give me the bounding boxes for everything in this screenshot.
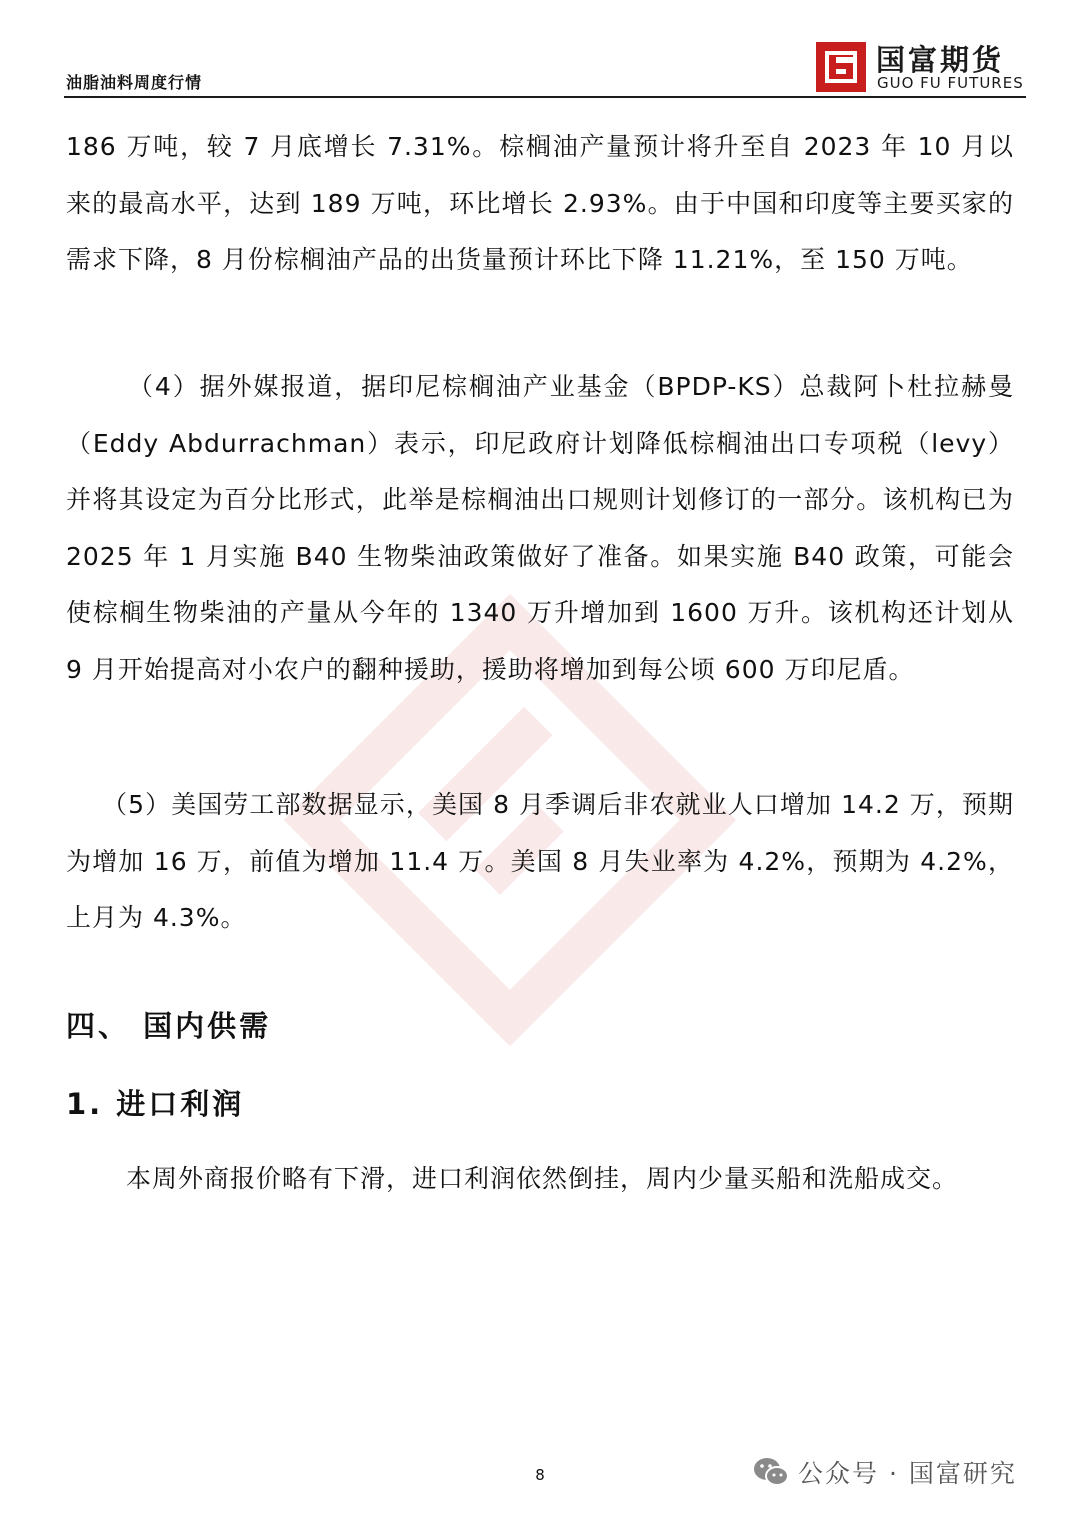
logo-english-name: GUO FU FUTURES: [877, 74, 1024, 92]
logo-chinese-name: 国富期货: [876, 43, 1005, 77]
paragraph-us-nonfarm: （5）美国劳工部数据显示，美国 8 月季调后非农就业人口增加 14.2 万，预期为增加 16 万，前值为增加 11.4 万。美国 8 月失业率为 4.2%，预期为 4.2%，上月为 4.3%。: [66, 790, 1014, 932]
report-title: 油脂油料周度行情: [66, 73, 203, 92]
paragraph-palm-oil-output: 186 万吨，较 7 月底增长 7.31%。棕榈油产量预计将升至自 2023 年 10 月以来的最高水平，达到 189 万吨，环比增长 2.93%。由于中国和印度等主要买家的需求下降，8 月份棕榈油产品的出货量预计环比下降 11.21%，至 150 万吨。: [66, 132, 1014, 274]
header-divider: [64, 96, 1026, 98]
wechat-account-label: 公众号 · 国富研究: [798, 1459, 1017, 1488]
wechat-icon: [752, 1455, 790, 1489]
section-heading: 四、 国内供需: [66, 1009, 272, 1043]
logo-mark-icon: [816, 42, 866, 92]
paragraph-indonesia-levy: （4）据外媒报道，据印尼棕榈油产业基金（BPDP-KS）总裁阿卜杜拉赫曼（Eddy Abdurrachman）表示，印尼政府计划降低棕榈油出口专项税（levy）并将其设定为百分比形式，此举是棕榈油出口规则计划修订的一部分。该机构已为 2025 年 1 月实施 B40 生物柴油政策做好了准备。如果实施 B40 政策，可能会使棕榈生物柴油的产量从今年的 1340 万升增加到 1600 万升。该机构还计划从 9 月开始提高对小农户的翻种援助，援助将增加到每公顷 600 万印尼盾。: [66, 372, 1014, 684]
paragraph-import-profit: 本周外商报价略有下滑，进口利润依然倒挂，周内少量买船和洗船成交。: [126, 1164, 959, 1193]
subsection-heading: 1. 进口利润: [66, 1087, 245, 1121]
company-logo: [816, 40, 1028, 94]
page-number: 8: [535, 1466, 545, 1484]
wechat-account-badge[interactable]: [752, 1452, 1052, 1492]
